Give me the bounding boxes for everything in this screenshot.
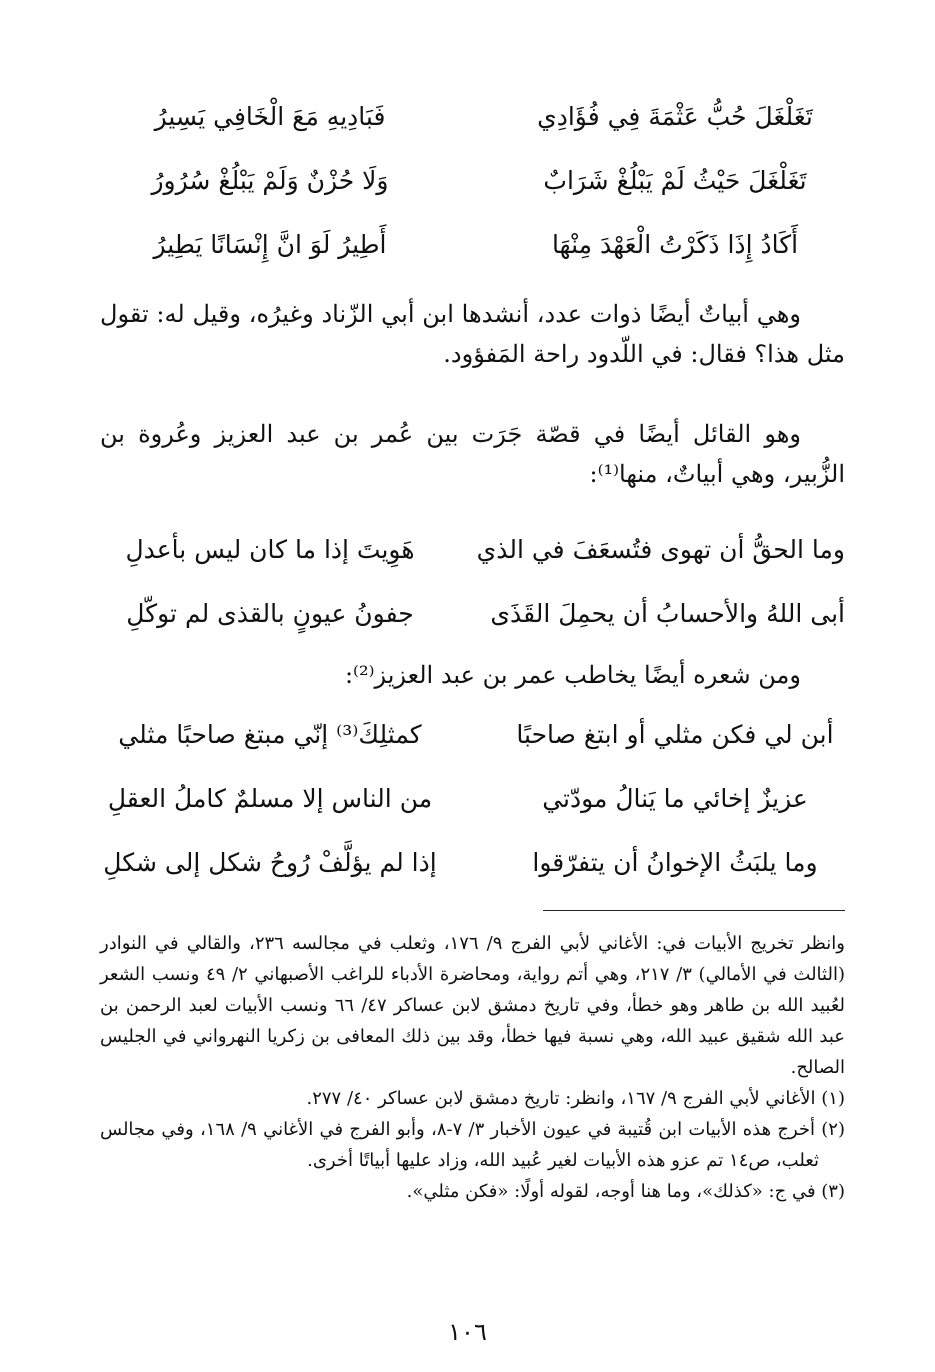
- footnote-1: (١) الأغاني لأبي الفرج ٩/ ١٦٧، وانظر: تاريخ دمشق لابن عساكر ٤٠/ ٢٧٧.: [306, 1088, 845, 1109]
- first-hemistich: تَغَلْغَلَ حَيْثُ لَمْ يَبْلُغْ شَرَابٌ: [543, 165, 807, 195]
- footnote-continuation: وانظر تخريج الأبيات في: الأغاني لأبي الفرج ٩/ ١٧٦، وثعلب في مجالسه ٢٣٦، والقالي في النوادر (الثالث في الأمالي) ٣/ ٢١٧، وهي أتم رواية، ومحاضرة الأدباء للراغب الأصبهاني ٢/ ٤٩ ونسب الشعر لعُبيد الله بن طاهر وهو خطأ، وفي تاريخ دمشق لابن عساكر ٤٧/ ٦٦ ونسب الأبيات لعبد الرحمن بن عبد الله شقيق عبيد الله، وهي نسبة فيها خطأ، وقد بين ذلك المعافى بن زكريا النهرواني في الجليس الصالح.: [100, 933, 846, 1078]
- page-number: ١٠٦: [448, 1318, 487, 1346]
- second-hemistich: جفونُ عيونٍ بالقذى لم توكّلِ: [126, 598, 414, 628]
- first-hemistich: أبن لي فكن مثلي أو ابتغ صاحبًا: [516, 719, 834, 749]
- second-hemistich: هَوِيتَ إذا ما كان ليس بأعدلِ: [125, 534, 415, 564]
- poem-1: [100, 84, 845, 276]
- paragraph-1: وهي أبياتٌ أيضًا ذوات عدد، أنشدها ابن أبي الزّناد وغيرُه، وقيل له: تقول مثل هذا؟ فقال: في اللّدود راحة المَفؤود.: [100, 300, 845, 368]
- first-hemistich: عزيزٌ إخائي ما يَنالُ مودّتي: [542, 783, 808, 813]
- first-hemistich: تَغَلْغَلَ حُبُّ عَثْمَةَ فِي فُؤَادِي: [537, 101, 813, 131]
- second-hemistich: فَبَادِيهِ مَعَ الْخَافِي يَسِيرُ: [154, 101, 386, 131]
- poem-3: [100, 702, 845, 894]
- verse-line: [100, 830, 845, 894]
- footnotes: [100, 928, 845, 1207]
- second-hemistich: كمثلِكَ⁽³⁾ إنّي مبتغ صاحبًا مثلي: [118, 719, 422, 749]
- verse-line: [100, 212, 845, 276]
- first-hemistich: أَكَادُ إِذَا ذَكَرْتُ الْعَهْدَ مِنْهَا: [551, 229, 799, 259]
- verse-line: [100, 766, 845, 830]
- second-hemistich: من الناس إلا مسلمٌ كاملُ العقلِ: [107, 783, 433, 813]
- footnote-2: (٢) أخرج هذه الأبيات ابن قُتيبة في عيون الأخبار ٣/ ٧-٨، وأبو الفرج في الأغاني ٩/ ١٦٨، وفي مجالس ثعلب، ص١٤ تم عزو هذه الأبيات لغير عُبيد الله، وزاد عليها أبياتًا أخرى.: [100, 1119, 845, 1171]
- verse-line: [100, 84, 845, 148]
- paragraph-3: ومن شعره أيضًا يخاطب عمر بن عبد العزيز⁽²⁾:: [344, 661, 801, 689]
- footnote-3: (٣) في ج: «كذلك»، وما هنا أوجه، لقوله أولًا: «فكن مثلي».: [406, 1181, 845, 1202]
- poem-2: [100, 517, 845, 645]
- verse-line: [100, 581, 845, 645]
- second-hemistich: أَطِيرُ لَوَ انَّ إِنْسَانًا يَطِيرُ: [153, 229, 387, 259]
- verse-line: [100, 517, 845, 581]
- verse-line: [100, 148, 845, 212]
- first-hemistich: وما الحقُّ أن تهوى فتُسعَفَ في الذي: [476, 534, 845, 564]
- second-hemistich: إذا لم يؤلَّفْ رُوحُ شكل إلى شكلِ: [103, 847, 437, 877]
- first-hemistich: أبى اللهُ والأحسابُ أن يحمِلَ القَذَى: [490, 598, 845, 628]
- first-hemistich: وما يلبَثُ الإخوانُ أن يتفرّقوا: [532, 847, 818, 877]
- paragraph-2: وهو القائل أيضًا في قصّة جَرَت بين عُمر بن عبد العزيز وعُروة بن الزُّبير، وهي أبياتٌ، منها⁽¹⁾:: [100, 420, 845, 488]
- second-hemistich: وَلَا حُزْنٌ وَلَمْ يَبْلُغْ سُرُورُ: [151, 165, 389, 195]
- verse-line: [100, 702, 845, 766]
- footnote-divider: [543, 910, 845, 911]
